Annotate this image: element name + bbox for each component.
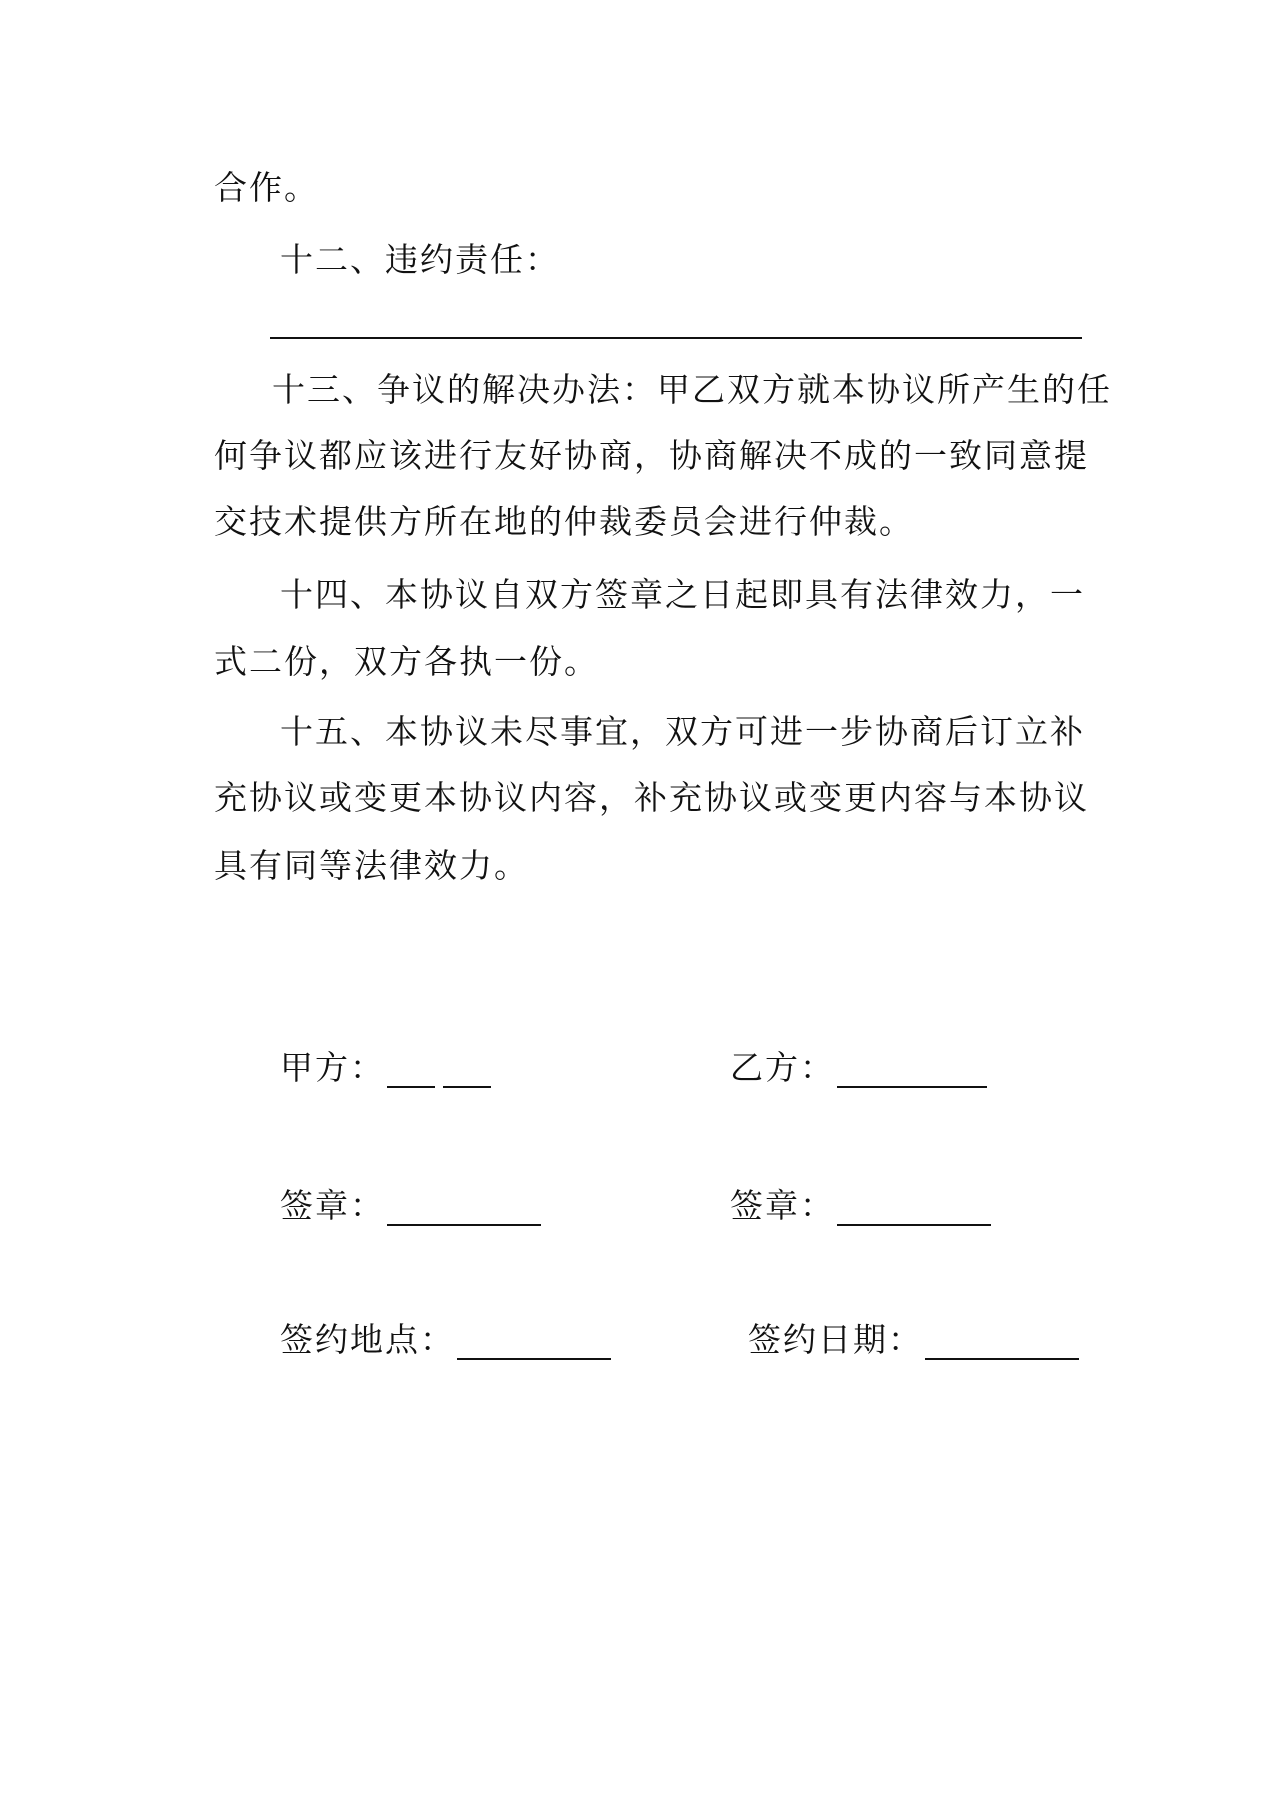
clause-14-line-1: 十四、本协议自双方签章之日起即具有法律效力，一 (280, 575, 1085, 614)
clause-12-fill-line (270, 337, 1082, 339)
signing-place-label: 签约地点： (280, 1320, 455, 1359)
seal-a-blank[interactable] (387, 1190, 541, 1226)
party-b-blank[interactable] (837, 1052, 987, 1088)
clause-15-line-1: 十五、本协议未尽事宜，双方可进一步协商后订立补 (280, 712, 1085, 751)
seal-b-field (730, 1186, 991, 1226)
party-a-field (280, 1048, 491, 1088)
clause-13-line-3: 交技术提供方所在地的仲裁委员会进行仲裁。 (214, 502, 914, 541)
seal-a-field (280, 1186, 541, 1226)
seal-a-label: 签章： (280, 1186, 385, 1225)
seal-b-blank[interactable] (837, 1190, 991, 1226)
party-b-label: 乙方： (730, 1048, 835, 1087)
signing-date-label: 签约日期： (748, 1320, 923, 1359)
clause-14-line-2: 式二份，双方各执一份。 (214, 642, 599, 681)
clause-13-line-1: 十三、争议的解决办法：甲乙双方就本协议所产生的任 (272, 370, 1112, 409)
signing-place-field (280, 1320, 611, 1360)
party-a-label: 甲方： (280, 1048, 385, 1087)
party-a-blank-1[interactable] (387, 1052, 435, 1088)
party-a-blank-2[interactable] (443, 1052, 491, 1088)
seal-b-label: 签章： (730, 1186, 835, 1225)
signing-place-blank[interactable] (457, 1324, 611, 1360)
clause-12-heading: 十二、违约责任： (280, 240, 560, 279)
clause-15-line-3: 具有同等法律效力。 (214, 846, 529, 885)
signing-date-blank[interactable] (925, 1324, 1079, 1360)
paragraph-line-continuation: 合作。 (214, 168, 319, 207)
party-b-field (730, 1048, 987, 1088)
clause-13-line-2: 何争议都应该进行友好协商，协商解决不成的一致同意提 (214, 436, 1089, 475)
clause-15-line-2: 充协议或变更本协议内容，补充协议或变更内容与本协议 (214, 778, 1089, 817)
signing-date-field (748, 1320, 1079, 1360)
